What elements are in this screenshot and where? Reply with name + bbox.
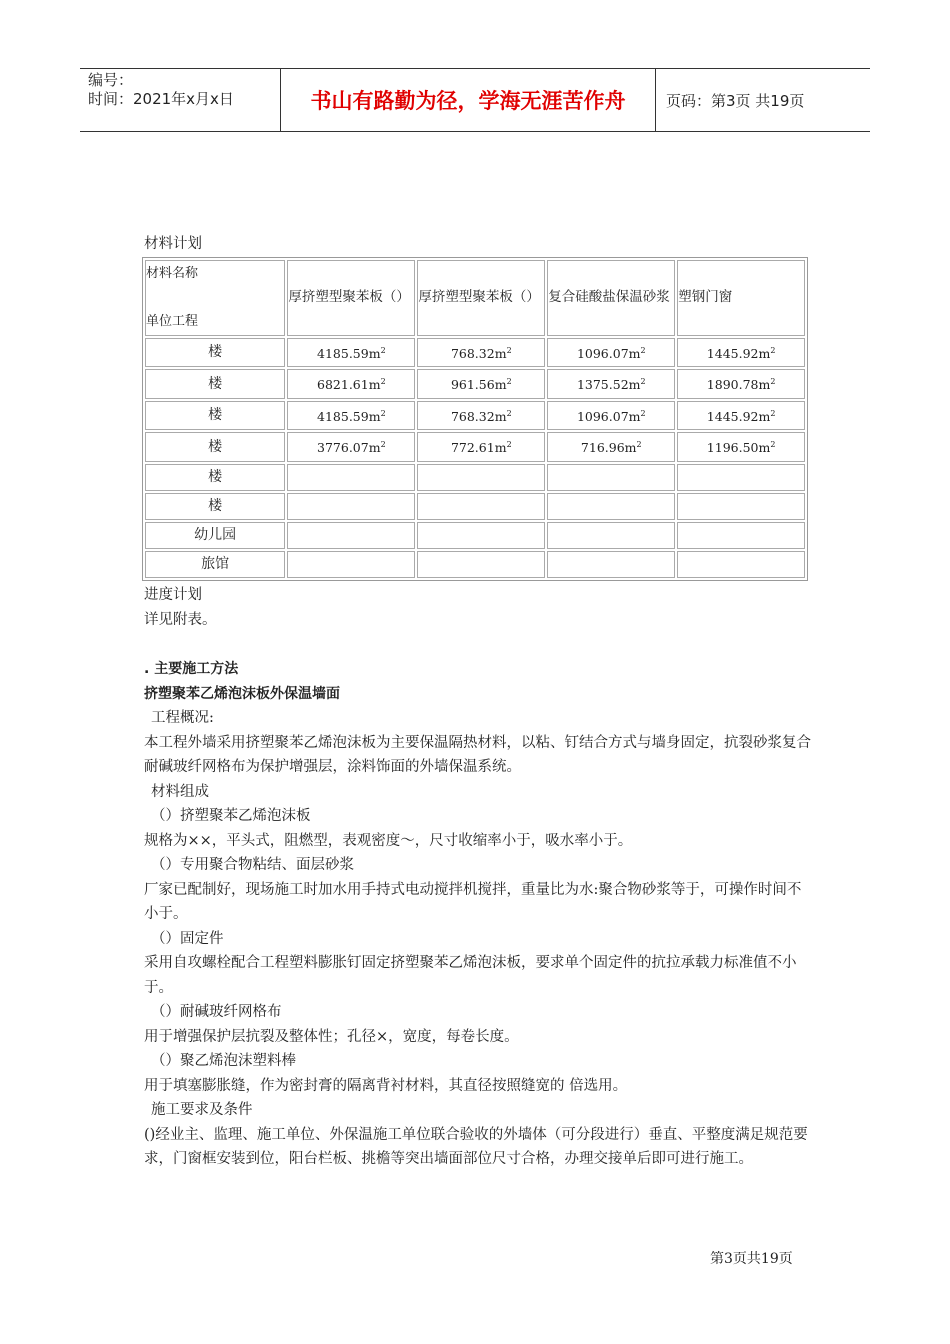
material-plan-title: 材料计划 <box>144 236 202 252</box>
table-cell <box>547 464 675 491</box>
cell-unit-sup: 2 <box>506 377 512 387</box>
section-heading: . 主要施工方法 <box>144 661 239 678</box>
cell-unit: m <box>758 440 771 456</box>
cell-unit-sup: 2 <box>506 408 512 418</box>
cell-value: 716.96 <box>580 440 625 456</box>
table-cell <box>287 401 415 431</box>
table-header-row <box>145 260 805 336</box>
cell-unit: m <box>628 377 641 393</box>
cell-unit: m <box>368 440 381 456</box>
schedule-text: 详见附表。 <box>144 611 217 628</box>
header-motto: 书山有路勤为径，学海无涯苦作舟 <box>280 69 656 131</box>
cell-value: 4185.59 <box>317 345 369 361</box>
cell-unit-sup: 2 <box>770 377 776 387</box>
cell-unit-sup: 2 <box>640 377 646 387</box>
table-cell <box>417 401 545 431</box>
item-text: 规格为××，平头式，阻燃型，表观密度～，尺寸收缩率小于，吸水率小于。 <box>144 832 633 849</box>
cell-value: 768.32 <box>450 345 495 361</box>
requirements-title: 施工要求及条件 <box>151 1102 253 1119</box>
item-title: （）固定件 <box>151 930 224 947</box>
item-title: （）专用聚合物粘结、面层砂浆 <box>151 857 354 874</box>
table-row <box>145 432 805 462</box>
table-cell <box>677 401 805 431</box>
cell-unit-sup: 2 <box>770 345 776 355</box>
table-cell <box>677 464 805 491</box>
cell-unit: m <box>758 345 771 361</box>
cell-unit: m <box>628 345 641 361</box>
table-row <box>145 401 805 431</box>
table-row <box>145 522 805 549</box>
page-header <box>80 68 870 132</box>
cell-unit: m <box>758 377 771 393</box>
table-cell <box>677 493 805 520</box>
cell-unit-sup: 2 <box>380 408 386 418</box>
cell-value: 1096.07 <box>576 408 629 424</box>
table-cell <box>287 338 415 368</box>
cell-unit: m <box>494 440 507 456</box>
document-number-label: 编号： <box>88 71 134 89</box>
cell-unit: m <box>624 440 637 456</box>
table-cell <box>417 551 545 578</box>
column-header: 塑钢门窗 <box>677 260 805 336</box>
cell-value: 772.61 <box>450 440 495 456</box>
table-cell <box>417 432 545 462</box>
subsection-heading: 挤塑聚苯乙烯泡沫板外保温墙面 <box>144 685 340 702</box>
cell-unit: m <box>368 345 381 361</box>
table-row <box>145 338 805 368</box>
composition-title: 材料组成 <box>151 783 209 800</box>
cell-value: 1445.92 <box>706 408 759 424</box>
row-label: 楼 <box>145 338 285 368</box>
table-body <box>145 338 805 579</box>
cell-unit: m <box>368 408 381 424</box>
cell-unit-sup: 2 <box>770 440 776 450</box>
table-cell <box>287 464 415 491</box>
table-cell <box>287 522 415 549</box>
table-row <box>145 551 805 578</box>
page-footer: 第3页共19页 <box>710 1251 793 1267</box>
cell-unit: m <box>368 377 381 393</box>
cell-unit: m <box>494 377 507 393</box>
row-label: 楼 <box>145 369 285 399</box>
cell-unit-sup: 2 <box>506 440 512 450</box>
cell-value: 1375.52 <box>576 377 629 393</box>
table-cell <box>677 369 805 399</box>
column-header: 复合硅酸盐保温砂浆 <box>547 260 675 336</box>
table-cell <box>417 464 545 491</box>
table-cell <box>677 338 805 368</box>
cell-value: 1890.78 <box>706 377 759 393</box>
cell-value: 3776.07 <box>317 440 369 456</box>
item-text: 用于增强保护层抗裂及整体性；孔径×，宽度，每卷长度。 <box>144 1028 519 1045</box>
table-cell <box>417 338 545 368</box>
cell-value: 4185.59 <box>317 408 369 424</box>
document-body <box>144 232 814 1172</box>
cell-unit-sup: 2 <box>640 345 646 355</box>
table-cell <box>287 551 415 578</box>
row-label: 旅馆 <box>145 551 285 578</box>
row-label: 楼 <box>145 432 285 462</box>
table-row <box>145 369 805 399</box>
overview-text: 本工程外墙采用挤塑聚苯乙烯泡沫板为主要保温隔热材料，以粘、钉结合方式与墙身固定，抗裂砂浆复合耐碱玻纤网格布为保护增强层，涂料饰面的外墙保温系统。 <box>144 734 811 776</box>
cell-unit-sup: 2 <box>380 440 386 450</box>
cell-unit-sup: 2 <box>770 408 776 418</box>
cell-unit-sup: 2 <box>380 345 386 355</box>
table-cell <box>287 493 415 520</box>
cell-unit-sup: 2 <box>380 377 386 387</box>
row-label: 幼儿园 <box>145 522 285 549</box>
cell-value: 1445.92 <box>706 345 759 361</box>
header-unit-project: 单位工程 <box>146 313 199 329</box>
table-cell <box>547 401 675 431</box>
item-title: （）挤塑聚苯乙烯泡沫板 <box>151 808 311 825</box>
document-date-label: 时间：2021年x月x日 <box>88 90 234 108</box>
overview-title: 工程概况: <box>151 710 214 727</box>
item-text: 用于填塞膨胀缝，作为密封膏的隔离背衬材料，其直径按照缝宽的 倍选用。 <box>144 1077 628 1094</box>
row-label: 楼 <box>145 493 285 520</box>
column-header: 厚挤塑型聚苯板（） <box>287 260 415 336</box>
table-cell <box>547 338 675 368</box>
material-plan-table <box>142 257 808 582</box>
item-text: 采用自攻螺栓配合工程塑料膨胀钉固定挤塑聚苯乙烯泡沫板，要求单个固定件的抗拉承载力标准值不小于。 <box>144 955 797 996</box>
table-corner-header <box>145 260 285 336</box>
table-cell <box>677 551 805 578</box>
row-label: 楼 <box>145 464 285 491</box>
item-text: 厂家已配制好，现场施工时加水用手持式电动搅拌机搅拌，重量比为水:聚合物砂浆等于，可操作时间不小于。 <box>144 881 802 923</box>
cell-value: 768.32 <box>450 408 495 424</box>
table-cell <box>287 432 415 462</box>
table-row <box>145 464 805 491</box>
cell-unit-sup: 2 <box>640 408 646 418</box>
cell-value: 6821.61 <box>317 377 369 393</box>
cell-value: 961.56 <box>450 377 495 393</box>
requirements-text: ()经业主、监理、施工单位、外保温施工单位联合验收的外墙体（可分段进行）垂直、平整度满足规范要求，门窗框安装到位，阳台栏板、挑檐等突出墙面部位尺寸合格，办理交接单后即可进行施工。 <box>144 1126 808 1168</box>
header-meta <box>80 69 280 131</box>
table-cell <box>287 369 415 399</box>
schedule-title: 进度计划 <box>144 587 202 604</box>
table-cell <box>417 493 545 520</box>
item-title: （）耐碱玻纤网格布 <box>151 1004 282 1021</box>
table-cell <box>677 432 805 462</box>
table-cell <box>547 369 675 399</box>
cell-unit-sup: 2 <box>506 345 512 355</box>
table-cell <box>547 522 675 549</box>
table-cell <box>677 522 805 549</box>
cell-unit: m <box>628 408 641 424</box>
header-material-name: 材料名称 <box>146 265 199 281</box>
cell-value: 1096.07 <box>576 345 629 361</box>
table-cell <box>417 369 545 399</box>
column-header: 厚挤塑型聚苯板（） <box>417 260 545 336</box>
cell-unit-sup: 2 <box>636 440 642 450</box>
cell-unit: m <box>494 345 507 361</box>
table-cell <box>547 551 675 578</box>
table-cell <box>417 522 545 549</box>
header-page-number: 页码：第3页 共19页 <box>666 91 805 110</box>
cell-unit: m <box>758 408 771 424</box>
table-row <box>145 493 805 520</box>
table-cell <box>547 493 675 520</box>
row-label: 楼 <box>145 401 285 431</box>
cell-unit: m <box>494 408 507 424</box>
item-title: （）聚乙烯泡沫塑料棒 <box>151 1053 296 1070</box>
cell-value: 1196.50 <box>706 440 759 456</box>
table-cell <box>547 432 675 462</box>
